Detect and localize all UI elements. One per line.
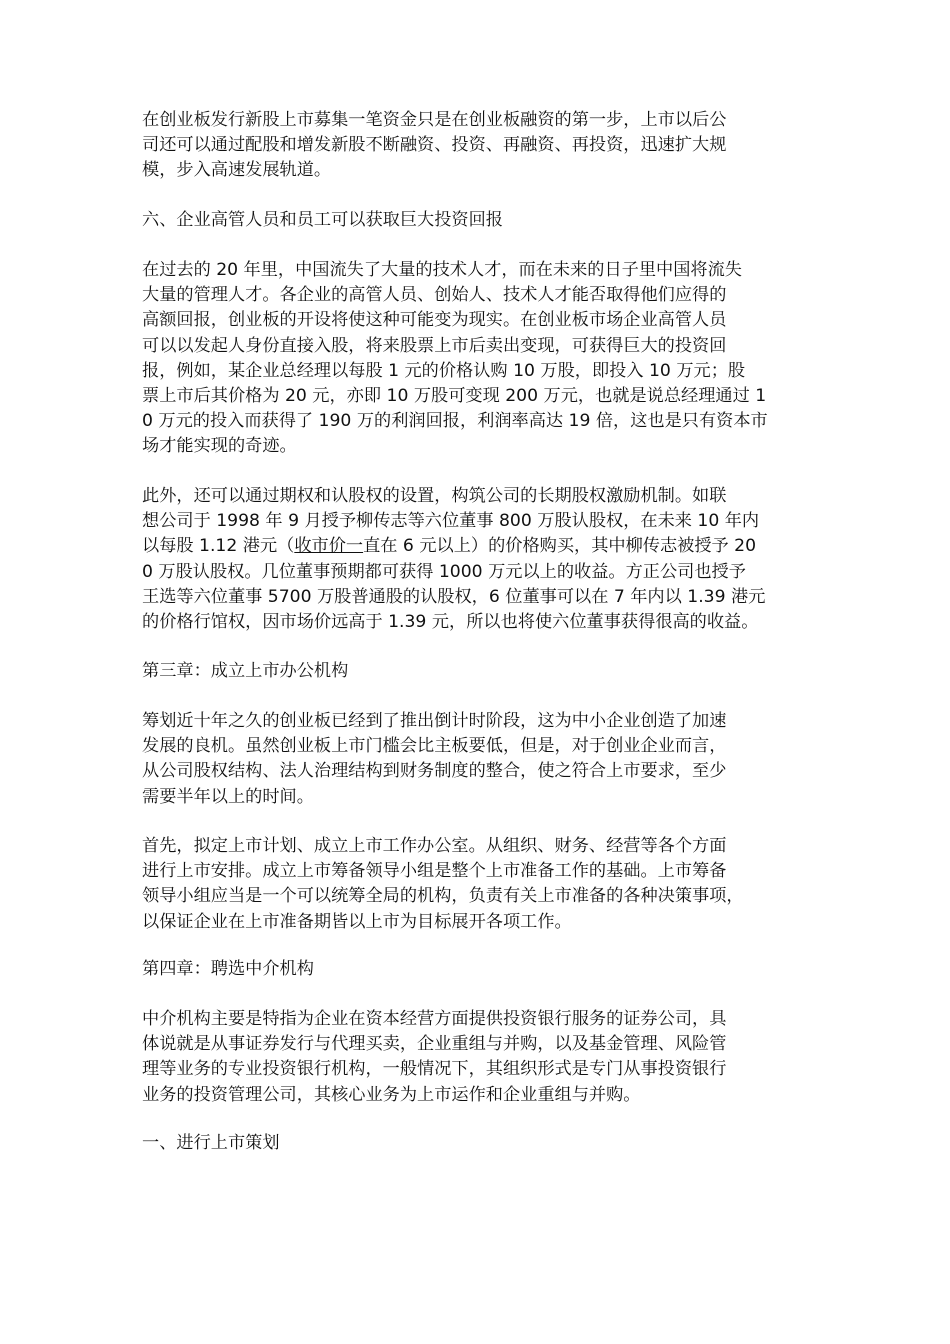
text-line: 领导小组应当是一个可以统筹全局的机构，负责有关上市准备的各种决策事项， [142,886,744,907]
text-line: 高额回报，创业板的开设将使这种可能变为现实。在创业板市场企业高管人员 [142,310,727,331]
heading-text: 第四章：聘选中介机构 [142,959,314,979]
text-line: 王选等六位董事 5700 万股普通股的认股权，6 位董事可以在 7 年内以 1.39 港元 [142,586,766,607]
text-line: 筹划近十年之久的创业板已经到了推出倒计时阶段，这为中小企业创造了加速 [142,711,727,731]
text-line: 可以以发起人身份直接入股，将来股票上市后卖出变现，可获得巨大的投资回 [142,335,727,356]
text-line: 首先，拟定上市计划、成立上市工作办公室。从组织、财务、经营等各个方面 [142,836,727,856]
text-line: 在过去的 20 年里，中国流失了大量的技术人才，而在未来的日子里中国将流失 [142,260,742,280]
text-line: 0 万股认股权。几位董事预期都可获得 1000 万元以上的收益。方正公司也授予 [142,561,746,582]
paragraph-listing-plan [142,834,744,935]
text-line: 在创业板发行新股上市募集一笔资金只是在创业板融资的第一步，上市以后公 [142,110,727,130]
text-line: 报，例如，某企业总经理以每股 1 元的价格认购 10 万股，即投入 10 万元；股 [142,360,746,381]
heading-text: 六、企业高管人员和员工可以获取巨大投资回报 [142,210,503,230]
text-line: 理等业务的专业投资银行机构，一般情况下，其组织形式是专门从事投资银行 [142,1059,727,1080]
text-line: 中介机构主要是特指为企业在资本经营方面提供投资银行服务的证券公司，具 [142,1009,727,1029]
text-line: 票上市后其价格为 20 元，亦即 10 万股可变现 200 万元，也就是说总经理通过 1 [142,385,767,406]
text-line: 大量的管理人才。各企业的高管人员、创始人、技术人才能否取得他们应得的 [142,285,727,306]
text-line: 模，步入高速发展轨道。 [142,160,332,181]
text-line: 业务的投资管理公司，其核心业务为上市运作和企业重组与并购。 [142,1084,641,1105]
text-line: 0 万元的投入而获得了 190 万的利润回报，利润率高达 19 倍，这也是只有资本市 [142,411,768,432]
text-line: 想公司于 1998 年 9 月授予柳传志等六位董事 800 万股认股权，在未来 10 年内 [142,511,760,532]
text-line: 进行上市安排。成立上市筹备领导小组是整个上市准备工作的基础。上市筹备 [142,861,727,882]
text-line: 此外，还可以通过期权和认股权的设置，构筑公司的长期股权激励机制。如联 [142,486,727,506]
section-heading-six [142,208,503,233]
paragraph-intermediaries [142,1007,726,1108]
text-line [142,534,765,559]
text-line: 的价格行馆权，因市场价远高于 1.39 元，所以也将使六位董事获得很高的收益。 [142,611,759,632]
text-line: 需要半年以上的时间。 [142,786,314,807]
paragraph-executive-returns [142,258,768,460]
text-line: 司还可以通过配股和增发新股不断融资、投资、再融资、再投资，迅速扩大规 [142,135,727,156]
text-segment: 直在 6 元以上）的价格购买，其中柳传志被授予 20 [363,536,757,557]
section-heading-one [142,1131,280,1156]
text-segment: 以每股 1.12 港元（ [142,536,295,557]
paragraph-stock-options [142,484,765,635]
text-line: 从公司股权结构、法人治理结构到财务制度的整合，使之符合上市要求，至少 [142,761,727,782]
text-line: 发展的良机。虽然创业板上市门槛会比主板要低，但是，对于创业企业而言， [142,736,727,757]
heading-text: 一、进行上市策划 [142,1133,280,1153]
closing-price-link[interactable]: 收市价一 [294,536,364,557]
heading-text: 第三章：成立上市办公机构 [142,661,349,681]
text-line: 体说就是从事证券发行与代理买卖，企业重组与并购，以及基金管理、风险管 [142,1034,727,1055]
chapter-four-heading [142,957,314,982]
paragraph-financing-steps [142,108,726,184]
text-line: 场才能实现的奇迹。 [142,436,297,457]
paragraph-gem-opportunity [142,709,726,810]
chapter-three-heading [142,659,348,684]
text-line: 以保证企业在上市准备期皆以上市为目标展开各项工作。 [142,911,572,932]
